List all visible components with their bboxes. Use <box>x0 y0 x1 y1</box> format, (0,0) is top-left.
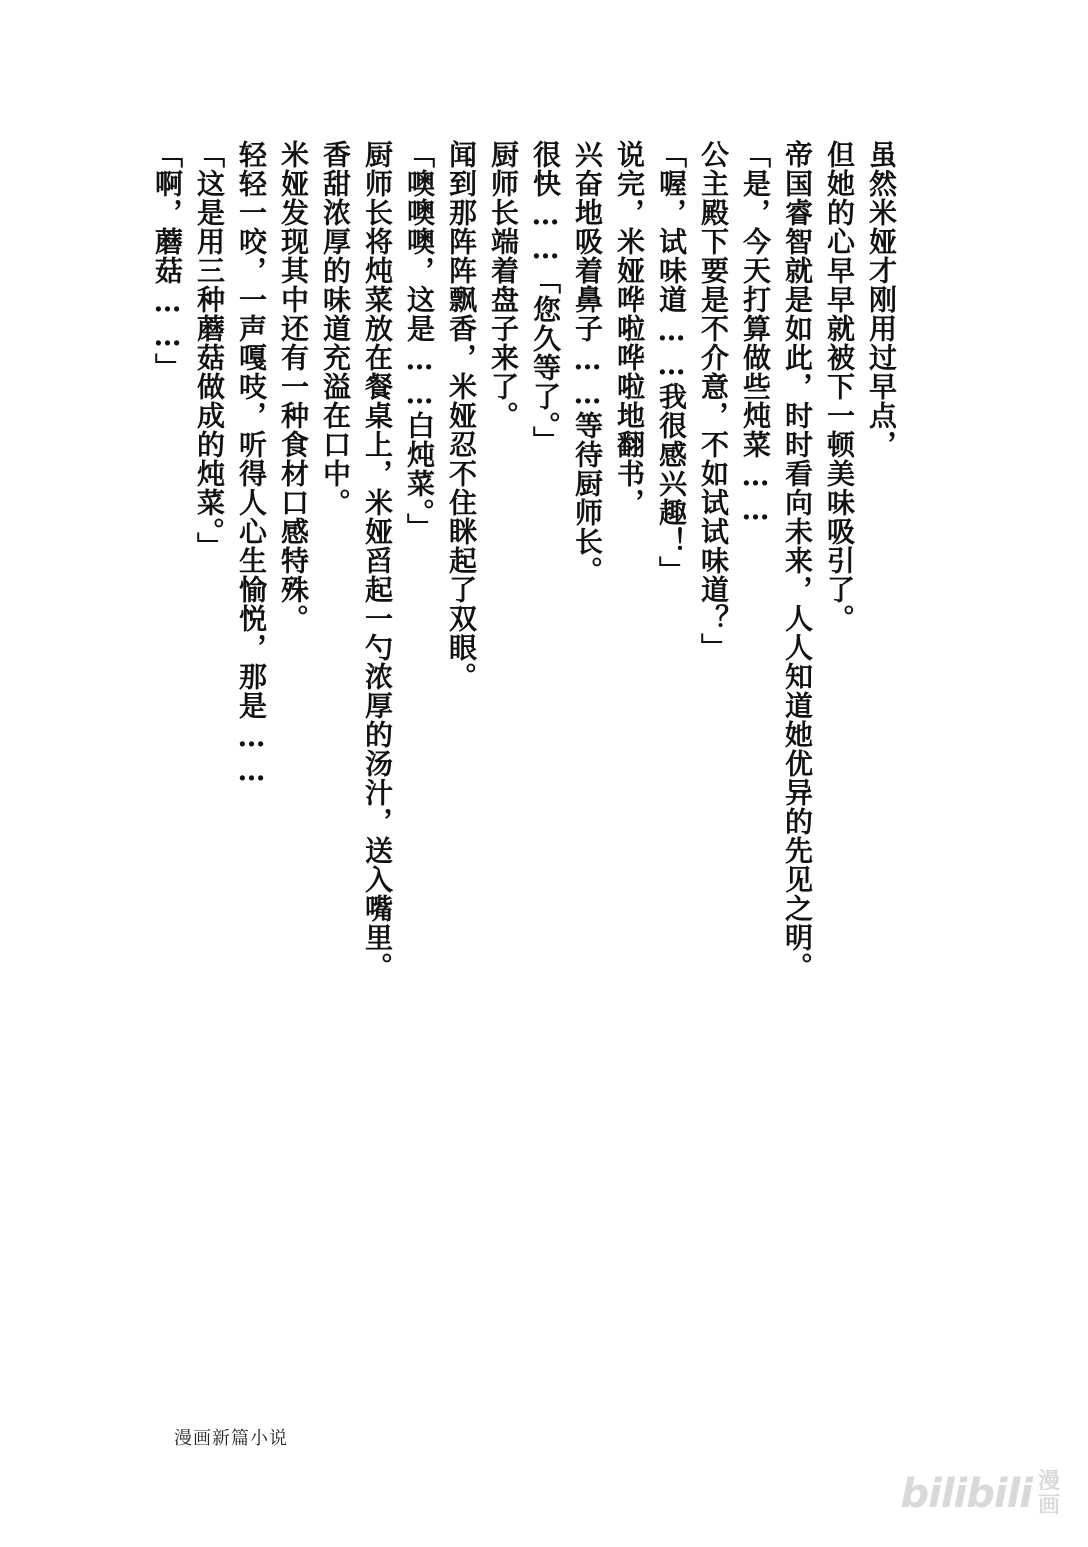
footer-title: 漫画新篇小说 <box>174 1428 288 1449</box>
text-line: 兴奋地吸着鼻子……等待厨师长。 <box>571 140 604 585</box>
text-line: 闻到那阵阵飘香，米娅忍不住眯起了双眼。 <box>445 140 478 691</box>
text-line: 「是，今天打算做些炖菜…… <box>739 140 772 527</box>
manhua-tag-top: 漫 <box>1038 1469 1061 1494</box>
manhua-tag <box>1038 1470 1068 1518</box>
text-line: 很快……「您久等了。」 <box>529 140 562 455</box>
text-line: 米娅发现其中还有一种食材口感特殊。 <box>277 140 310 633</box>
text-line: 帝国睿智就是如此，时时看向未来，人人知道她优异的先见之明。 <box>781 140 814 981</box>
text-line: 厨师长端着盘子来了。 <box>487 140 520 430</box>
text-line: 厨师长将炖菜放在餐桌上，米娅舀起一勺浓厚的汤汁，送入嘴里。 <box>361 140 394 981</box>
text-line: 「喔，试味道……我很感兴趣！」 <box>655 140 688 585</box>
manhua-tag-bottom: 画 <box>1038 1493 1061 1518</box>
text-line: 香甜浓厚的味道充溢在口中。 <box>319 140 352 517</box>
novel-text-block <box>150 140 898 981</box>
bilibili-logo: bilibili <box>900 1471 1032 1517</box>
text-line: 但她的心早早就被下一顿美味吸引了。 <box>823 140 856 633</box>
text-line: 轻轻一咬，一声嘎吱，听得人心生愉悦，那是…… <box>235 140 268 788</box>
text-line: 说完，米娅哗啦哗啦地翻书， <box>613 140 646 517</box>
bilibili-watermark <box>900 1470 1068 1518</box>
text-line: 虽然米娅才刚用过早点， <box>865 140 898 459</box>
text-line: 公主殿下要是不介意，不如试试味道？」 <box>697 140 730 662</box>
text-line: 「这是用三种蘑菇做成的炖菜。」 <box>193 140 226 561</box>
text-line: 「噢噢噢，这是……白炖菜。」 <box>403 140 436 542</box>
text-line: 「啊，蘑菇……」 <box>151 140 184 382</box>
